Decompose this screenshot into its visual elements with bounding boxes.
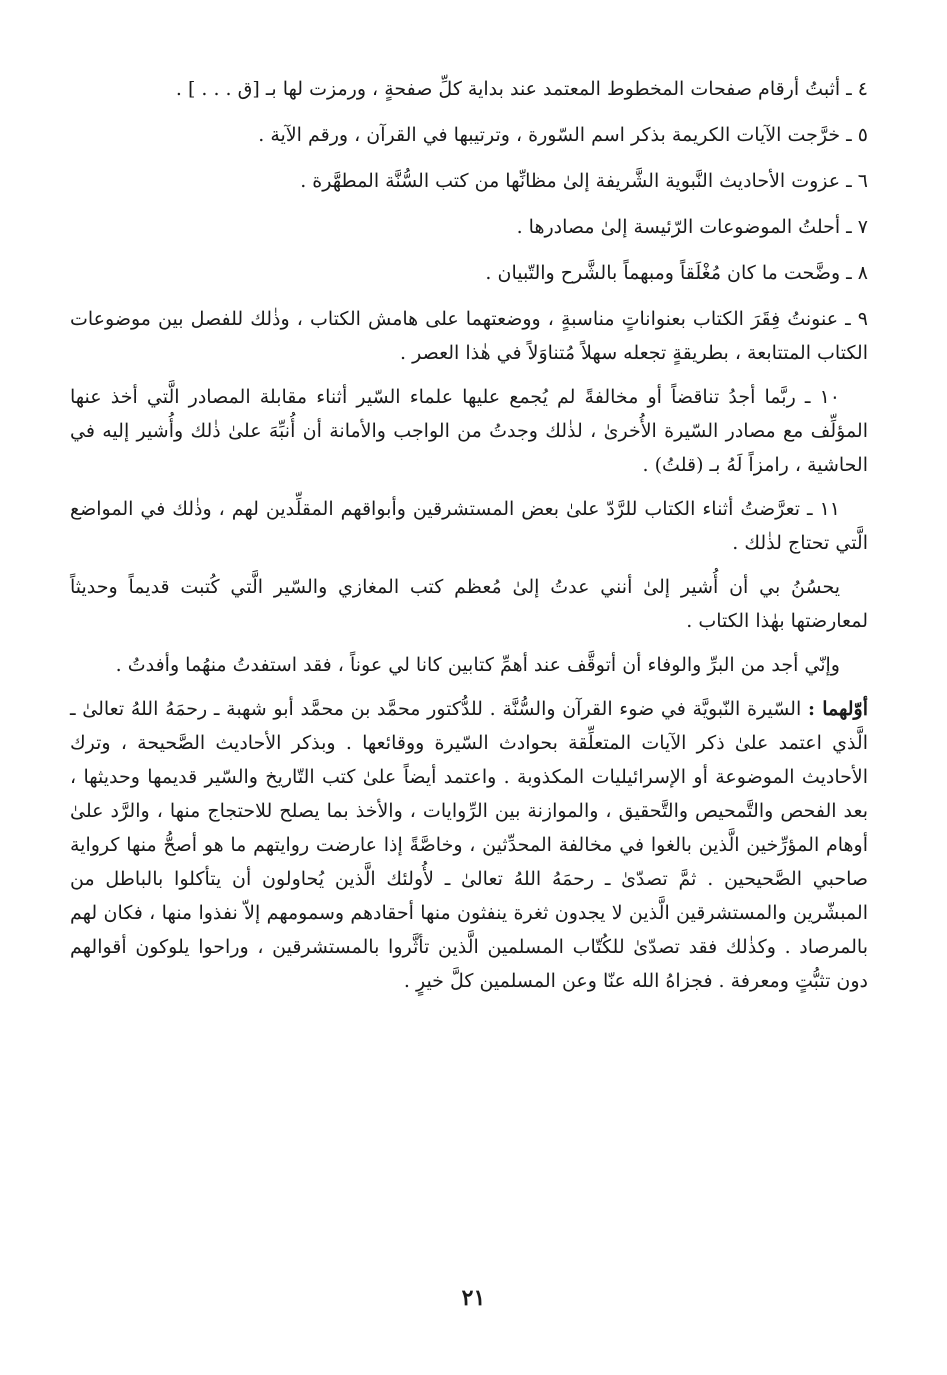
page-number: ٢١ — [461, 1285, 486, 1311]
paragraph-first-book — [70, 692, 868, 998]
list-item-8: ٨ ـ وضَّحت ما كان مُغْلَقاً ومبهماً بالشَّرح والتّبيان . — [485, 262, 868, 284]
list-item-5: ٥ ـ خرَّجت الآيات الكريمة بذكر اسم السّورة ، وترتيبها في القرآن ، ورقم الآية . — [258, 124, 868, 146]
list-item-7: ٧ ـ أحلتُ الموضوعات الرّئيسة إلىٰ مصادرها . — [516, 216, 868, 238]
page-body — [70, 72, 868, 1008]
list-item-10: ١٠ ـ ربَّما أجدُ تناقضاً أو مخالفةً لم يُجمع عليها علماء السّير أثناء مقابلة المصادر الَّتي أخذ عنها المؤلِّف مع مصادر السّيرة الأُخرىٰ ، لذٰلك وجدتُ من الواجب والأمانة أن أُنبِّهَ علىٰ ذٰلك وأُشير إليه في الحاشية ، رامزاً لَهُ بـ (قلتُ) . — [70, 386, 868, 476]
paragraph-sources-note: يحسُنُ بي أن أُشير إلىٰ أنني عدتُ إلىٰ مُعظم كتب المغازي والسّير الَّتي كُتبت قديماً وحديثاً لمعارضتها بهٰذا الكتاب . — [70, 576, 868, 632]
paragraph-two-books: وإنّي أجد من البرِّ والوفاء أن أتوقَّف عند أهمِّ كتابين كانا لي عوناً ، فقد استفدتُ منهُما وأفدتُ . — [115, 654, 840, 676]
list-item-9: ٩ ـ عنونتُ فِقَرَ الكتاب بعنواناتٍ مناسبةٍ ، ووضعتهما على هامش الكتاب ، وذٰلك للفصل بين موضوعات الكتاب المتتابعة ، بطريقةٍ تجعله سهلاً مُتناوَلاً في هٰذا العصر . — [70, 308, 868, 364]
list-item-6: ٦ ـ عزوت الأحاديث النَّبوية الشَّريفة إلىٰ مظانِّها من كتب السُّنَّة المطهَّرة . — [300, 170, 868, 192]
first-book-lead: أوّلهما : — [807, 698, 868, 720]
list-item-4: ٤ ـ أثبتُ أرقام صفحات المخطوط المعتمد عند بداية كلِّ صفحةٍ ، ورمزت لها بـ [ق . . . ] . — [175, 78, 868, 100]
first-book-body: السّيرة النّبويَّة في ضوء القرآن والسُّنَّة . للدُّكتور محمَّد بن محمَّد أبو شهبة ـ رحمَهُ اللهُ تعالىٰ ـ الَّذي اعتمد علىٰ ذكر الآيات المتعلِّقة بحوادث السّيرة ووقائعها . وبذكر الأحاديث الصَّحيحة ، وترك الأحاديث الموضوعة أو الإسرائيليات المكذوبة . واعتمد أيضاً علىٰ كتب التّاريخ والسّير قديمها وحديثها ، بعد الفحص والتَّمحيص والتَّحقيق ، والموازنة بين الرِّوايات ، والأخذ بما يصلح للاحتجاج منها ، والرَّد علىٰ أوهام المؤرِّخين الَّذين بالغوا في مخالفة المحدِّثين ، وخاصَّةً إذا عارضت روايتهم ما هو أصحُّ منها كرواية صاحبي الصَّحيحين . ثمَّ تصدّىٰ ـ رحمَهُ اللهُ تعالىٰ ـ لأُولئك الَّذين يُحاولون أن يتأكلوا بالباطل من المبشّرين والمستشرقين الَّذين لا يجدون ثغرة ينفثون منها أحقادهم وسمومهم إلاّ نفذوا منها ، فكان لهم بالمرصاد . وكذٰلك فقد تصدّىٰ للكُتّاب المسلمين الَّذين تأثَّروا بالمستشرقين ، وراحوا يلوكون أقوالهم دون تثبُّتٍ ومعرفة . فجزاهُ الله عنّا وعن المسلمين كلَّ خيرٍ . — [70, 698, 868, 992]
list-item-11: ١١ ـ تعرَّضتُ أثناء الكتاب للرَّدّ علىٰ بعض المستشرقين وأبواقهم المقلِّدين لهم ، وذٰلك في المواضع الَّتي تحتاج لذٰلك . — [70, 498, 868, 554]
